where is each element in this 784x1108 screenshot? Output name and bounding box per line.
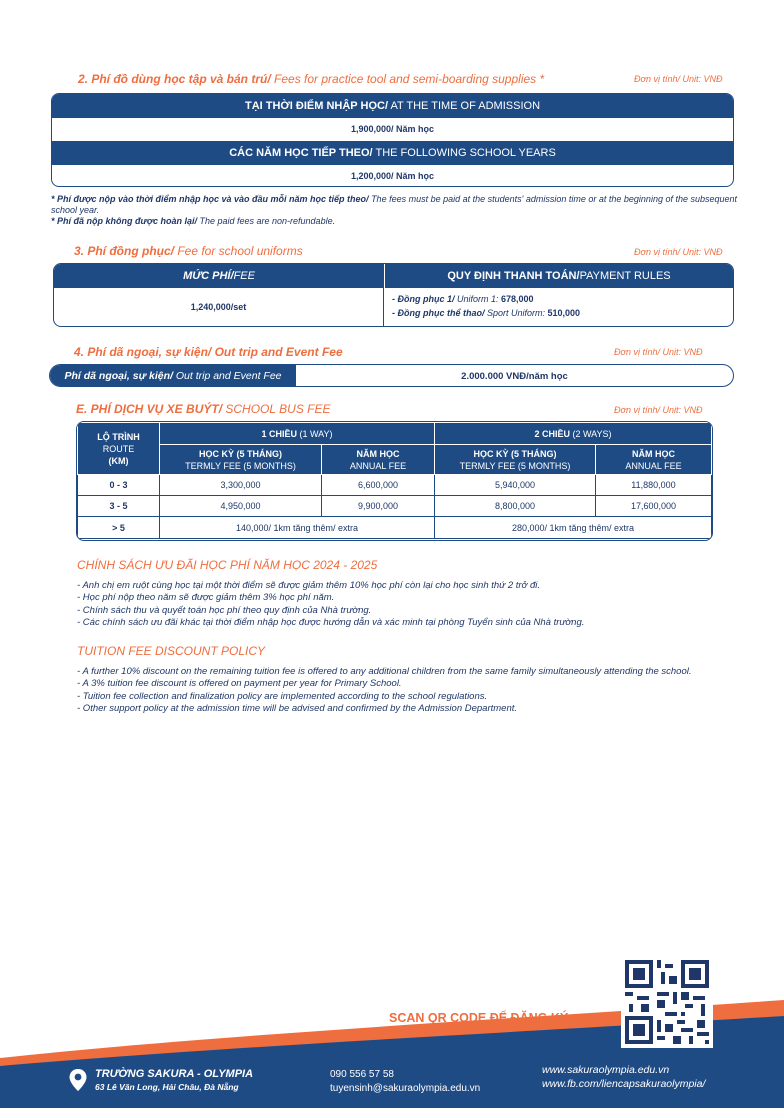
facebook-link[interactable]: www.fb.com/liencapsakuraolympia/ xyxy=(542,1078,706,1090)
route-cell: > 5 xyxy=(78,517,160,539)
one-way-termly-cell: 4,950,000 xyxy=(160,496,322,517)
rule-1-en: Uniform 1: xyxy=(454,294,502,304)
two-way-header xyxy=(435,423,712,445)
uniform-fee-header xyxy=(54,264,384,288)
route-cell: 3 - 5 xyxy=(78,496,160,517)
section-2-title-en: Fees for practice tool and semi-boarding supplies * xyxy=(270,72,545,86)
list-item: - Tuition fee collection and finalization policy are implemented according to the school regulations. xyxy=(77,690,488,702)
one-way-termly-header xyxy=(160,445,322,475)
payment-rules-header-vn: QUY ĐỊNH THANH TOÁN/ xyxy=(447,270,580,282)
section-2-title xyxy=(78,72,544,86)
bus-fee-table-wrapper xyxy=(76,421,713,541)
following-years-header-en: THE FOLLOWING SCHOOL YEARS xyxy=(372,147,556,159)
section-2-notes xyxy=(51,194,741,227)
table-row xyxy=(78,475,712,496)
following-years-header-vn: CÁC NĂM HỌC TIẾP THEO/ xyxy=(229,147,373,159)
admission-fee-value: 1,900,000/ Năm học xyxy=(350,124,435,134)
section-3-title-vn: 3. Phí đồng phục/ xyxy=(74,244,174,258)
termly-vn: HỌC KỲ (5 THÁNG) xyxy=(199,448,282,459)
bus-fee-title-en: SCHOOL BUS FEE xyxy=(222,402,331,416)
rule-1-vn: - Đồng phục 1/ xyxy=(392,294,455,304)
website-link[interactable]: www.sakuraolympia.edu.vn xyxy=(542,1064,670,1076)
location-pin-icon xyxy=(68,1068,88,1092)
bus-header-row-1 xyxy=(78,423,712,445)
section-4-unit: Đơn vị tính/ Unit: VNĐ xyxy=(614,347,703,357)
scan-qr-text: SCAN QR CODE ĐỂ ĐĂNG KÝ xyxy=(389,1011,569,1025)
table-row xyxy=(78,496,712,517)
rule-1-value: 678,000 xyxy=(501,294,534,304)
two-way-extra-cell: 280,000/ 1km tăng thêm/ extra xyxy=(435,517,712,539)
following-years-header xyxy=(52,141,733,165)
annual-vn: NĂM HỌC xyxy=(632,448,675,459)
rule-2-en: Sport Uniform: xyxy=(484,308,548,318)
arrows-icon: ››› xyxy=(581,1011,592,1025)
one-way-header xyxy=(160,423,435,445)
termly-vn: HỌC KỲ (5 THÁNG) xyxy=(473,448,557,459)
section-2-note-1 xyxy=(51,194,741,216)
two-way-annual-header xyxy=(596,445,712,475)
payment-rules-header-en: PAYMENT RULES xyxy=(579,270,671,282)
event-fee-label-en: Out trip and Event Fee xyxy=(172,370,282,382)
one-way-annual-cell: 6,600,000 xyxy=(322,475,435,496)
contact-info xyxy=(330,1068,480,1096)
one-way-vn: 1 CHIỀU xyxy=(261,428,297,439)
policy-vn-list xyxy=(77,580,757,630)
section-3-unit: Đơn vị tính/ Unit: VNĐ xyxy=(634,247,723,257)
uniform-fee-header-en: FEE xyxy=(233,270,255,282)
uniform-fee-value: 1,240,000/set xyxy=(54,288,384,326)
bus-fee-unit: Đơn vị tính/ Unit: VNĐ xyxy=(614,405,703,415)
policy-en-list xyxy=(77,666,777,716)
two-way-termly-header xyxy=(435,445,596,475)
email-link[interactable]: tuyensinh@sakuraolympia.edu.vn xyxy=(330,1083,481,1094)
list-item: - Other support policy at the admission time will be advised and confirmed by the Admission Department. xyxy=(77,703,518,715)
section-3-title-en: Fee for school uniforms xyxy=(174,244,303,258)
list-item: - Học phí nộp theo năm sẽ được giảm thêm 3% học phí năm. xyxy=(77,592,335,604)
school-address: 63 Lê Văn Long, Hải Châu, Đà Nẵng xyxy=(95,1082,239,1092)
one-way-annual-cell: 9,900,000 xyxy=(322,496,435,517)
route-header xyxy=(78,423,160,475)
school-name: TRƯỜNG SAKURA - OLYMPIA xyxy=(95,1068,254,1080)
admission-header-en: AT THE TIME OF ADMISSION xyxy=(388,100,541,112)
policy-vn-title: CHÍNH SÁCH ƯU ĐÃI HỌC PHÍ NĂM HỌC 2024 - 2025 xyxy=(77,558,378,572)
termly-en: TERMLY FEE (5 MONTHS) xyxy=(459,460,571,471)
annual-vn: NĂM HỌC xyxy=(356,448,400,459)
bus-header-row-2 xyxy=(78,445,712,475)
qr-code[interactable] xyxy=(621,956,713,1048)
bus-fee-title xyxy=(76,402,331,416)
two-way-termly-cell: 8,800,000 xyxy=(435,496,596,517)
list-item: - Chính sách thu và quyết toán học phí theo quy định của Nhà trường. xyxy=(77,604,372,616)
school-info xyxy=(95,1068,253,1092)
two-way-annual-cell: 17,600,000 xyxy=(596,496,712,517)
section-2-note-2 xyxy=(51,216,741,227)
list-item: - Các chính sách ưu đãi khác tại thời điểm nhập học được hướng dẫn và xác minh tại phòng Tuyển sinh của Nhà trường. xyxy=(77,617,585,629)
admission-header xyxy=(52,94,733,118)
semi-boarding-fee-box xyxy=(51,93,734,187)
note-2-en: The paid fees are non-refundable. xyxy=(196,216,336,226)
table-row xyxy=(78,517,712,539)
bus-fee-table xyxy=(77,422,712,539)
web-info xyxy=(542,1063,705,1091)
uniform-fee-header-vn: MỨC PHÍ/ xyxy=(183,270,234,282)
section-2-unit: Đơn vị tính/ Unit: VNĐ xyxy=(634,74,723,84)
note-2-vn: * Phí đã nộp không được hoàn lại/ xyxy=(51,216,197,226)
note-1-en: The fees must be paid at the students' admission time or at the beginning of the subsequent school year. xyxy=(51,194,738,215)
bus-fee-title-vn: E. PHÍ DỊCH VỤ XE BUÝT/ xyxy=(76,402,223,416)
termly-en: TERMLY FEE (5 MONTHS) xyxy=(185,460,296,471)
note-1-vn: * Phí được nộp vào thời điểm nhập học và vào đầu mỗi năm học tiếp theo/ xyxy=(51,194,369,204)
two-way-annual-cell: 11,880,000 xyxy=(596,475,712,496)
qr-code-icon xyxy=(621,956,713,1048)
event-fee-value: 2.000.000 VNĐ/năm học xyxy=(461,371,568,382)
uniform-fee-box xyxy=(53,263,734,327)
rule-2-value: 510,000 xyxy=(547,308,581,318)
scan-qr-label xyxy=(389,1011,591,1025)
rule-2-vn: - Đồng phục thể thao/ xyxy=(392,308,485,318)
admission-header-vn: TẠI THỜI ĐIỂM NHẬP HỌC/ xyxy=(244,100,389,112)
list-item: - A further 10% discount on the remaining tuition fee is offered to any additional children from the same family simultaneously attending the school. xyxy=(77,666,692,677)
two-way-vn: 2 CHIỀU xyxy=(534,428,570,439)
uniform-body-row xyxy=(54,288,733,326)
section-2-title-vn: 2. Phí đồ dùng học tập và bán trú/ xyxy=(78,72,271,86)
event-fee-label-vn: Phí dã ngoại, sự kiện/ xyxy=(64,370,173,382)
list-item: - A 3% tuition fee discount is offered on payment per year for Primary School. xyxy=(77,678,402,690)
annual-en: ANNUAL FEE xyxy=(349,460,407,471)
uniform-rule-1 xyxy=(392,292,733,306)
event-fee-label xyxy=(50,365,296,386)
phone-link[interactable]: 090 556 57 58 xyxy=(330,1069,394,1080)
route-header-vn: LỘ TRÌNH xyxy=(97,431,140,442)
list-item: - Anh chị em ruột cùng học tại một thời điểm sẽ được giảm thêm 10% học phí còn lại cho học sinh thứ 2 trở đi. xyxy=(77,580,540,591)
payment-rules-list xyxy=(384,288,733,326)
route-header-unit: (KM) xyxy=(108,455,129,466)
one-way-termly-cell: 3,300,000 xyxy=(160,475,322,496)
one-way-extra-cell: 140,000/ 1km tăng thêm/ extra xyxy=(160,517,435,539)
two-way-en: (2 WAYS) xyxy=(570,428,612,439)
event-fee-box xyxy=(49,364,734,387)
uniform-rule-2 xyxy=(392,306,733,320)
section-3-title xyxy=(74,244,303,258)
section-4-title: 4. Phí dã ngoại, sự kiện/ Out trip and Event Fee xyxy=(74,345,343,359)
one-way-en: (1 WAY) xyxy=(297,428,333,439)
one-way-annual-header xyxy=(322,445,435,475)
route-header-en: ROUTE xyxy=(102,443,135,454)
following-years-fee-value: 1,200,000/ Năm học xyxy=(350,171,435,181)
payment-rules-header xyxy=(385,264,733,288)
uniform-header-row xyxy=(54,264,733,288)
policy-en-title: TUITION FEE DISCOUNT POLICY xyxy=(77,644,266,658)
route-cell: 0 - 3 xyxy=(78,475,160,496)
two-way-termly-cell: 5,940,000 xyxy=(435,475,596,496)
annual-en: ANNUAL FEE xyxy=(625,460,682,471)
